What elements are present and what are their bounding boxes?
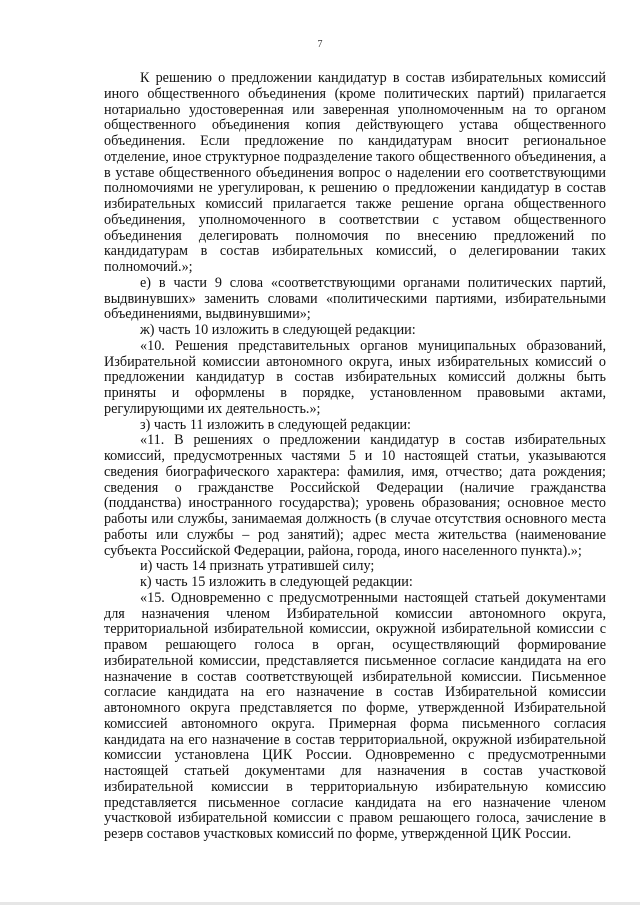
paragraph-part-14-repealed: и) часть 14 признать утратившей силу; [140, 558, 375, 575]
paragraph-part-11-text: «11. В решениях о предложении кандидатур в состав избирательных комиссий, предусмотренных частями 5 и 10 настоящей статьи, указываются сведения биографического характера: фамилия, имя, отчество; дата рождения; сведения о гражданстве Российской Федерации (наличие гражданства (подданства) иностранного государства); уровень образования; основное место работы или службы, занимаемая должность (в случае отсутствия основного места работы или службы – род занятий); адрес места жительства (наименование субъекта Российской Федерации, района, города, иного населенного пункта).»; [104, 432, 606, 559]
paragraph-amendment-part-10-intro: ж) часть 10 изложить в следующей редакции: [140, 322, 416, 338]
document-body [104, 71, 606, 843]
paragraph-amendment-part-15-intro: к) часть 15 изложить в следующей редакции: [140, 574, 413, 590]
paragraph-part-15-text: «15. Одновременно с предусмотренными настоящей статьей документами для назначения членом Избирательной комиссии автономного округа, территориальной избирательной комиссии, окружной избирательной комиссии с правом решающего голоса в орган, осуществляющий формирование избирательной комиссии, представляется письменное согласие кандидата на его назначение в состав соответствующей избирательной комиссии. Письменное согласие кандидата на его назначение в состав Избирательной комиссии автономного округа представляется по форме, утвержденной Избирательной комиссией автономного округа. Примерная форма письменного согласия кандидата на его назначение в состав территориальной, окружной избирательной комиссии установлена ЦИК России. Одновременно с предусмотренными настоящей статьей документами для назначения в состав участковой избирательной комиссии в территориальную избирательную комиссию представляется письменное согласие кандидата на его назначение членом участковой избирательной комиссии с правом решающего голоса, зачисление в резерв составов участковых комиссий по форме, утвержденной ЦИК России. [104, 589, 606, 842]
paragraph-part-10-text: «10. Решения представительных органов муниципальных образований, Избирательной комиссии автономного округа, иных избирательных комиссий о предложении кандидатур в состав избирательных комиссий должны быть приняты и оформлены в порядке, установленном правовыми актами, регулирующими их деятельность.»; [104, 337, 606, 417]
paragraph-public-association-charter: К решению о предложении кандидатур в состав избирательных комиссий иного общественного объединения (кроме политических партий) прилагается нотариально удостоверенная или заверенная уполномоченным на то органом общественного объединения копия действующего устава общественного объединения. Если предложение по кандидатурам вносит региональное отделение, иное структурное подразделение такого общественного объединения, а в уставе общественного объединения вопрос о наделении его соответствующими полномочиями не урегулирован, к решению о предложении кандидатур в состав избирательных комиссий прилагается также решение органа общественного объединения, уполномоченного в соответствии с уставом общественного объединения делегировать полномочия по внесению предложений по кандидатурам в состав избирательных комиссий, о делегировании таких полномочий.»; [104, 70, 606, 275]
paragraph-amendment-part-11-intro: з) часть 11 изложить в следующей редакции: [140, 416, 411, 433]
page-number: 7 [317, 39, 323, 50]
paragraph-amendment-part-9: е) в части 9 слова «соответствующими органами политических партий, выдвинувших» заменить словами «политическими партиями, избирательными объединениями, выдвинувшими»; [104, 274, 606, 323]
